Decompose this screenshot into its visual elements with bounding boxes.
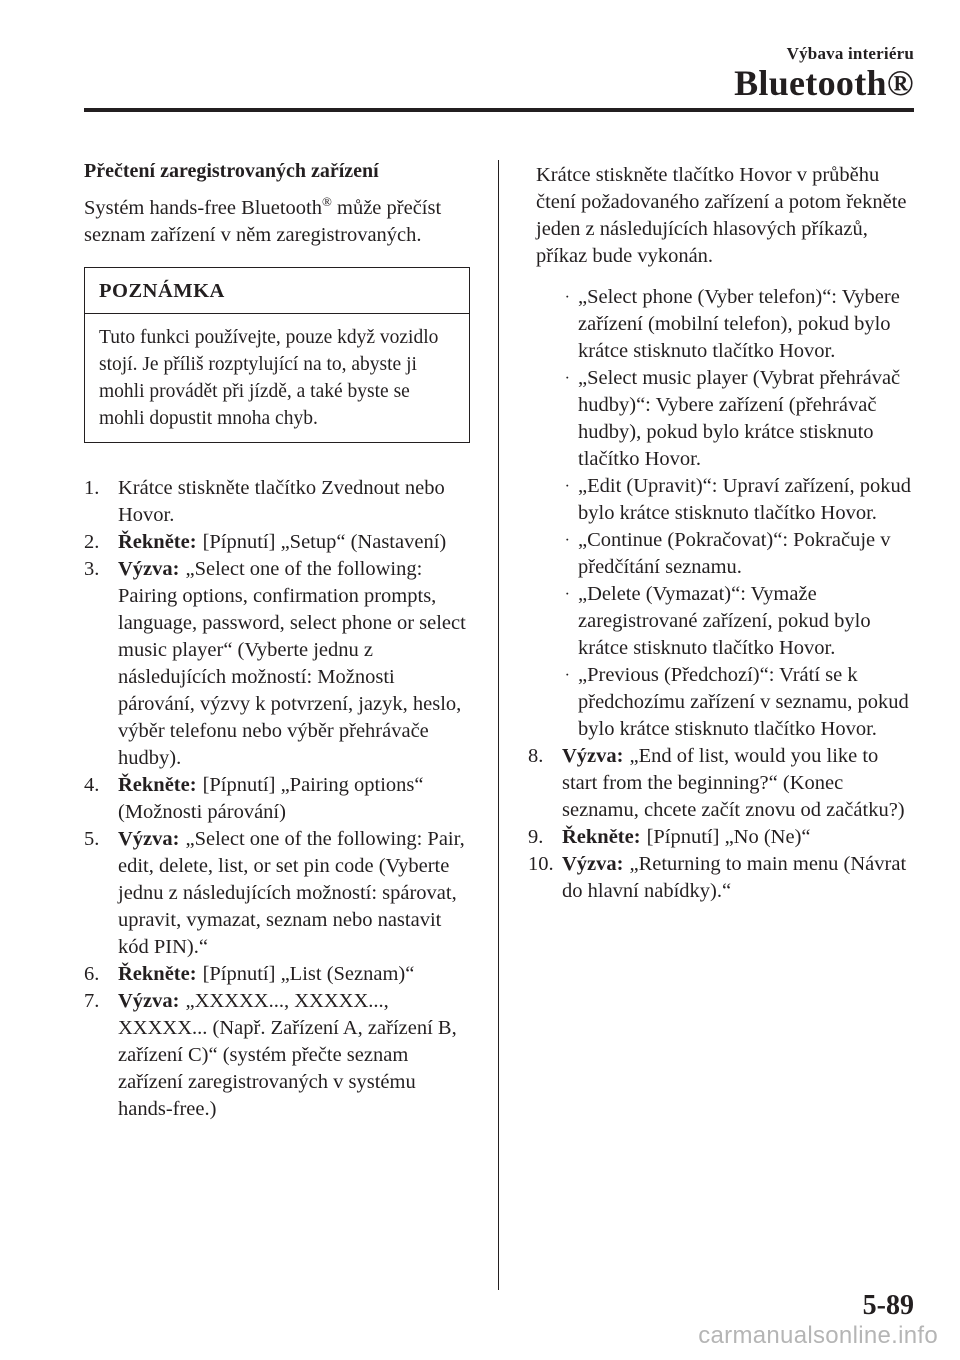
bullet: · bbox=[564, 289, 570, 306]
option-text: „Delete (Vymazat)“: Vymaže zaregistrované zařízení, pokud bylo krátce stisknuto tlačítko Hovor. bbox=[578, 583, 871, 659]
note-title: POZNÁMKA bbox=[85, 268, 469, 314]
step-text: „Select one of the following: Pair, edit, delete, list, or set pin code (Vyberte jednu z následujících možností: spárovat, upravit, vymazat, seznam nebo nastavit kód PIN).“ bbox=[118, 828, 465, 958]
note-box bbox=[84, 267, 470, 443]
step-body bbox=[118, 961, 474, 988]
step-text: [Pípnutí] „No (Ne)“ bbox=[646, 826, 811, 848]
step-lead: Řekněte: bbox=[562, 826, 641, 848]
step-text: Krátce stiskněte tlačítko Zvednout nebo Hovor. bbox=[118, 477, 445, 526]
step-text: [Pípnutí] „List (Seznam)“ bbox=[202, 963, 415, 985]
option-text: „Select music player (Vybrat přehrávač hudby)“: Vybere zařízení (přehrávač hudby), pokud bylo krátce stisknuto tlačítko Hovor. bbox=[578, 367, 901, 470]
continuation-paragraph: Krátce stiskněte tlačítko Hovor v průběhu čtení požadovaného zařízení a potom řekněte jeden z následujících hlasových příkazů, příkaz bude vykonán. bbox=[536, 164, 907, 267]
bullet: · bbox=[564, 586, 570, 603]
list-item bbox=[528, 662, 918, 743]
step-lead: Výzva: bbox=[118, 828, 180, 850]
step-lead: Řekněte: bbox=[118, 963, 197, 985]
bullet: · bbox=[564, 478, 570, 495]
step-text: „XXXXX..., XXXXX..., XXXXX... (Např. Zařízení A, zařízení B, zařízení C)“ (systém přečte seznam zařízení zaregistrovaných v systému hands-free.) bbox=[118, 990, 457, 1120]
list-item bbox=[528, 527, 918, 581]
column-divider bbox=[498, 160, 499, 1290]
list-item bbox=[84, 556, 474, 772]
step-body bbox=[118, 772, 474, 826]
step-lead: Výzva: bbox=[118, 990, 180, 1012]
option-text: „Edit (Upravit)“: Upraví zařízení, pokud bylo krátce stisknuto tlačítko Hovor. bbox=[578, 475, 911, 524]
list-item bbox=[84, 961, 474, 988]
list-item bbox=[84, 772, 474, 826]
page-number: 5-89 bbox=[862, 1290, 914, 1321]
list-item bbox=[528, 284, 918, 365]
step-number: 7. bbox=[84, 990, 100, 1012]
steps-list-left bbox=[84, 475, 474, 1123]
step-number: 6. bbox=[84, 963, 100, 985]
voice-command-list bbox=[528, 284, 918, 743]
intro-text-post: může přečíst seznam zařízení v něm zaregistrovaných. bbox=[84, 197, 442, 246]
option-text: „Select phone (Vyber telefon)“: Vybere zařízení (mobilní telefon), pokud bylo krátce stisknuto tlačítko Hovor. bbox=[578, 286, 900, 362]
list-item bbox=[528, 473, 918, 527]
step-number: 2. bbox=[84, 531, 100, 553]
step-text: [Pípnutí] „Pairing options“ (Možnosti párování) bbox=[118, 774, 424, 823]
step-body bbox=[562, 743, 918, 824]
list-item bbox=[84, 988, 474, 1123]
step-lead: Výzva: bbox=[562, 853, 624, 875]
step-lead: Výzva: bbox=[562, 745, 624, 767]
header-title: Bluetooth® bbox=[734, 63, 914, 103]
step-body bbox=[562, 851, 918, 905]
step-number: 4. bbox=[84, 774, 100, 796]
bullet: · bbox=[564, 532, 570, 549]
header-rule bbox=[84, 108, 914, 112]
step-number: 5. bbox=[84, 828, 100, 850]
step-body bbox=[118, 529, 474, 556]
option-text: „Previous (Předchozí)“: Vrátí se k předchozímu zařízení v seznamu, pokud bylo krátce stisknuto tlačítko Hovor. bbox=[578, 664, 909, 740]
step-body bbox=[118, 556, 474, 772]
step-number: 1. bbox=[84, 477, 100, 499]
bullet: · bbox=[564, 370, 570, 387]
step-number: 3. bbox=[84, 558, 100, 580]
step-text: [Pípnutí] „Setup“ (Nastavení) bbox=[202, 531, 447, 553]
step-text: „Returning to main menu (Návrat do hlavní nabídky).“ bbox=[562, 853, 907, 902]
step-lead: Řekněte: bbox=[118, 531, 197, 553]
header-section-label: Výbava interiéru bbox=[786, 44, 914, 63]
list-item bbox=[528, 824, 918, 851]
steps-list-right bbox=[528, 743, 918, 905]
step-text: „End of list, would you like to start from the beginning?“ (Konec seznamu, chcete začít znovu od začátku?) bbox=[562, 745, 905, 821]
step-lead: Řekněte: bbox=[118, 774, 197, 796]
step-number: 10. bbox=[528, 853, 554, 875]
bullet: · bbox=[564, 667, 570, 684]
registered-mark: ® bbox=[321, 194, 332, 210]
step-body bbox=[118, 826, 474, 961]
step-body bbox=[562, 824, 918, 851]
list-item bbox=[528, 365, 918, 473]
list-item bbox=[528, 581, 918, 662]
list-item bbox=[84, 529, 474, 556]
right-column bbox=[528, 162, 918, 905]
intro-paragraph bbox=[84, 195, 474, 249]
step-text: „Select one of the following: Pairing options, confirmation prompts, language, password, select phone or select music player“ (Vyberte jednu z následujících možností: Možnosti párování, výzvy k potvrzení, jazyk, heslo, výběr telefonu nebo výběr přehrávače hudby). bbox=[118, 558, 466, 769]
step-lead: Výzva: bbox=[118, 558, 180, 580]
step-number: 8. bbox=[528, 745, 544, 767]
option-text: „Continue (Pokračovat)“: Pokračuje v předčítání seznamu. bbox=[578, 529, 891, 578]
step-number: 9. bbox=[528, 826, 544, 848]
list-item bbox=[528, 851, 918, 905]
list-item bbox=[84, 475, 474, 529]
left-column bbox=[84, 158, 474, 1123]
intro-text-pre: Systém hands-free Bluetooth bbox=[84, 197, 322, 219]
step-body bbox=[118, 988, 474, 1123]
note-text: Tuto funkci používejte, pouze když vozidlo stojí. Je příliš rozptylující na to, abyste ji mohli provádět při jízdě, a také byste se mohli dopustit mnoha chyb. bbox=[99, 327, 439, 429]
watermark: carmanualsonline.info bbox=[698, 1322, 938, 1349]
list-item bbox=[84, 826, 474, 961]
section-heading: Přečtení zaregistrovaných zařízení bbox=[84, 160, 379, 182]
list-item bbox=[528, 743, 918, 824]
